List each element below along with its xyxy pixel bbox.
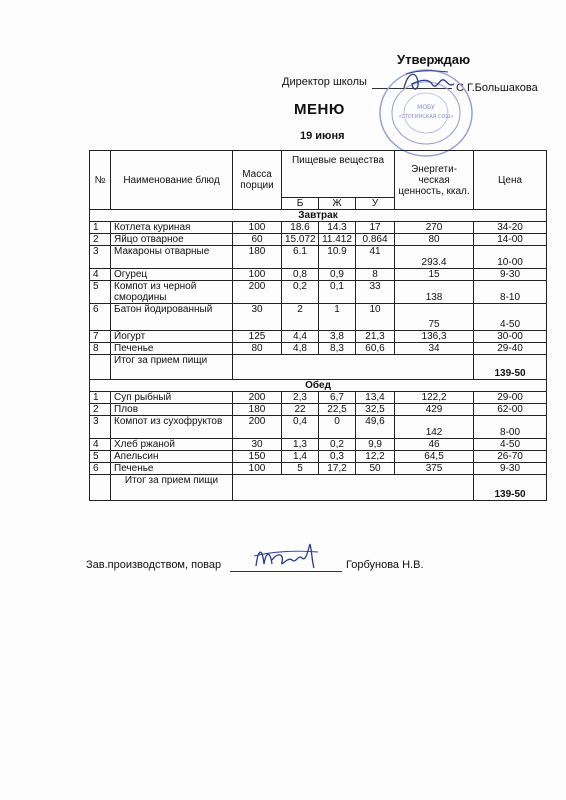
header-nutrients: Пищевые вещества [282, 151, 395, 198]
row-num: 5 [90, 281, 111, 304]
director-signature [398, 66, 460, 96]
energy-value: 75 [395, 304, 474, 331]
energy-value: 429 [395, 404, 474, 416]
price-value: 8-10 [474, 281, 547, 304]
fat-value: 1 [319, 304, 356, 331]
protein-value: 4,8 [282, 343, 319, 355]
price-value: 9-30 [474, 463, 547, 475]
menu-row [90, 222, 547, 234]
menu-table [89, 150, 547, 501]
price-value: 8-00 [474, 416, 547, 439]
carbs-value: 49,6 [356, 416, 395, 439]
fat-value: 10.9 [319, 246, 356, 269]
dish-name: Хлеб ржаной [111, 439, 233, 451]
carbs-value: 41 [356, 246, 395, 269]
menu-row [90, 392, 547, 404]
header-num: № [90, 151, 111, 210]
carbs-value: 9,9 [356, 439, 395, 451]
energy-value: 64,5 [395, 451, 474, 463]
dish-name: Компот из черной смородины [111, 281, 233, 304]
approval-title: Утверждаю [397, 52, 471, 67]
carbs-value: 8 [356, 269, 395, 281]
menu-row [90, 269, 547, 281]
total-num-cell [90, 475, 111, 501]
dish-name: Печенье [111, 343, 233, 355]
protein-value: 5 [282, 463, 319, 475]
total-row [90, 475, 547, 501]
dish-mass: 180 [233, 404, 282, 416]
row-num: 6 [90, 304, 111, 331]
header-name: Наименование блюд [111, 151, 233, 210]
protein-value: 1,4 [282, 451, 319, 463]
cook-position: Зав.производством, повар [86, 559, 222, 571]
protein-value: 0,4 [282, 416, 319, 439]
price-value: 26-70 [474, 451, 547, 463]
total-filler [233, 355, 474, 380]
fat-value: 17,2 [319, 463, 356, 475]
stamp-line-1: МОБУ [417, 104, 435, 111]
protein-value: 15.072 [282, 234, 319, 246]
protein-value: 1,3 [282, 439, 319, 451]
carbs-value: 33 [356, 281, 395, 304]
menu-row [90, 331, 547, 343]
price-value: 14-00 [474, 234, 547, 246]
fat-value: 0,9 [319, 269, 356, 281]
protein-value: 4,4 [282, 331, 319, 343]
row-num: 4 [90, 269, 111, 281]
menu-row [90, 281, 547, 304]
carbs-value: 12,2 [356, 451, 395, 463]
row-num: 1 [90, 222, 111, 234]
carbs-value: 10 [356, 304, 395, 331]
dish-mass: 200 [233, 416, 282, 439]
menu-title: МЕНЮ [294, 101, 345, 118]
price-value: 34-20 [474, 222, 547, 234]
dish-mass: 80 [233, 343, 282, 355]
menu-row [90, 343, 547, 355]
carbs-value: 60,6 [356, 343, 395, 355]
menu-row [90, 304, 547, 331]
menu-row [90, 234, 547, 246]
total-filler [233, 475, 474, 501]
total-label: Итог за прием пищи [111, 355, 233, 380]
dish-name: Компот из сухофруктов [111, 416, 233, 439]
energy-value: 46 [395, 439, 474, 451]
cook-name: Горбунова Н.В. [346, 559, 424, 571]
protein-value: 6.1 [282, 246, 319, 269]
dish-name: Апельсин [111, 451, 233, 463]
energy-value: 375 [395, 463, 474, 475]
dish-mass: 30 [233, 439, 282, 451]
dish-mass: 180 [233, 246, 282, 269]
header-b: Б [282, 198, 319, 210]
header-u: У [356, 198, 395, 210]
energy-value: 15 [395, 269, 474, 281]
dish-name: Яйцо отварное [111, 234, 233, 246]
price-value: 10-00 [474, 246, 547, 269]
row-num: 5 [90, 451, 111, 463]
dish-name: Печенье [111, 463, 233, 475]
dish-mass: 100 [233, 269, 282, 281]
protein-value: 0,8 [282, 269, 319, 281]
row-num: 8 [90, 343, 111, 355]
energy-value: 142 [395, 416, 474, 439]
breakfast-section [90, 210, 547, 380]
fat-value: 6,7 [319, 392, 356, 404]
menu-date: 19 июня [300, 130, 345, 142]
energy-value: 138 [395, 281, 474, 304]
menu-row [90, 404, 547, 416]
carbs-value: 17 [356, 222, 395, 234]
dish-name: Йогурт [111, 331, 233, 343]
protein-value: 0,2 [282, 281, 319, 304]
stamp-line-2: «СТОГИНСКАЯ СОШ» [398, 114, 454, 120]
price-value: 62-00 [474, 404, 547, 416]
header-row [90, 151, 547, 198]
dish-mass: 200 [233, 392, 282, 404]
menu-row [90, 451, 547, 463]
menu-row [90, 439, 547, 451]
fat-value: 0,2 [319, 439, 356, 451]
carbs-value: 13,4 [356, 392, 395, 404]
carbs-value: 0.864 [356, 234, 395, 246]
row-num: 1 [90, 392, 111, 404]
energy-value: 136,3 [395, 331, 474, 343]
price-value: 9-30 [474, 269, 547, 281]
carbs-value: 21,3 [356, 331, 395, 343]
energy-value: 34 [395, 343, 474, 355]
dish-mass: 125 [233, 331, 282, 343]
fat-value: 0,3 [319, 451, 356, 463]
total-num-cell [90, 355, 111, 380]
row-num: 3 [90, 416, 111, 439]
dish-name: Макароны отварные [111, 246, 233, 269]
header-mass: Масса порции [233, 151, 282, 210]
fat-value: 22,5 [319, 404, 356, 416]
fat-value: 8,3 [319, 343, 356, 355]
header-zh: Ж [319, 198, 356, 210]
row-num: 2 [90, 234, 111, 246]
price-value: 4-50 [474, 304, 547, 331]
dish-name: Батон йодированный [111, 304, 233, 331]
header-price: Цена [474, 151, 547, 210]
row-num: 4 [90, 439, 111, 451]
menu-row [90, 246, 547, 269]
energy-value: 80 [395, 234, 474, 246]
row-num: 7 [90, 331, 111, 343]
row-num: 2 [90, 404, 111, 416]
dish-mass: 100 [233, 222, 282, 234]
lunch-section [90, 380, 547, 501]
fat-value: 14.3 [319, 222, 356, 234]
dish-name: Плов [111, 404, 233, 416]
row-num: 3 [90, 246, 111, 269]
energy-value: 122,2 [395, 392, 474, 404]
row-num: 6 [90, 463, 111, 475]
menu-row [90, 463, 547, 475]
fat-value: 3,8 [319, 331, 356, 343]
total-label: Итог за прием пищи [111, 475, 233, 501]
total-row [90, 355, 547, 380]
fat-value: 0 [319, 416, 356, 439]
dish-mass: 30 [233, 304, 282, 331]
dish-mass: 150 [233, 451, 282, 463]
fat-value: 11.412 [319, 234, 356, 246]
dish-name: Суп рыбный [111, 392, 233, 404]
lunch-title: Обед [90, 380, 547, 392]
dish-name: Котлета куриная [111, 222, 233, 234]
price-value: 30-00 [474, 331, 547, 343]
price-value: 29-00 [474, 392, 547, 404]
carbs-value: 32,5 [356, 404, 395, 416]
carbs-value: 50 [356, 463, 395, 475]
energy-value: 293.4 [395, 246, 474, 269]
cook-signature [250, 540, 322, 574]
protein-value: 18.6 [282, 222, 319, 234]
breakfast-title: Завтрак [90, 210, 547, 222]
header-energy: Энергети-ческая ценность, ккал. [395, 151, 474, 210]
dish-mass: 200 [233, 281, 282, 304]
dish-name: Огурец [111, 269, 233, 281]
dish-mass: 100 [233, 463, 282, 475]
protein-value: 2 [282, 304, 319, 331]
director-name: С.Г.Большакова [456, 82, 538, 94]
energy-value: 270 [395, 222, 474, 234]
menu-row [90, 416, 547, 439]
fat-value: 0,1 [319, 281, 356, 304]
dish-mass: 60 [233, 234, 282, 246]
protein-value: 22 [282, 404, 319, 416]
total-price: 139-50 [474, 475, 547, 501]
price-value: 4-50 [474, 439, 547, 451]
price-value: 29-40 [474, 343, 547, 355]
protein-value: 2,3 [282, 392, 319, 404]
total-price: 139-50 [474, 355, 547, 380]
director-position: Директор школы [282, 76, 367, 88]
